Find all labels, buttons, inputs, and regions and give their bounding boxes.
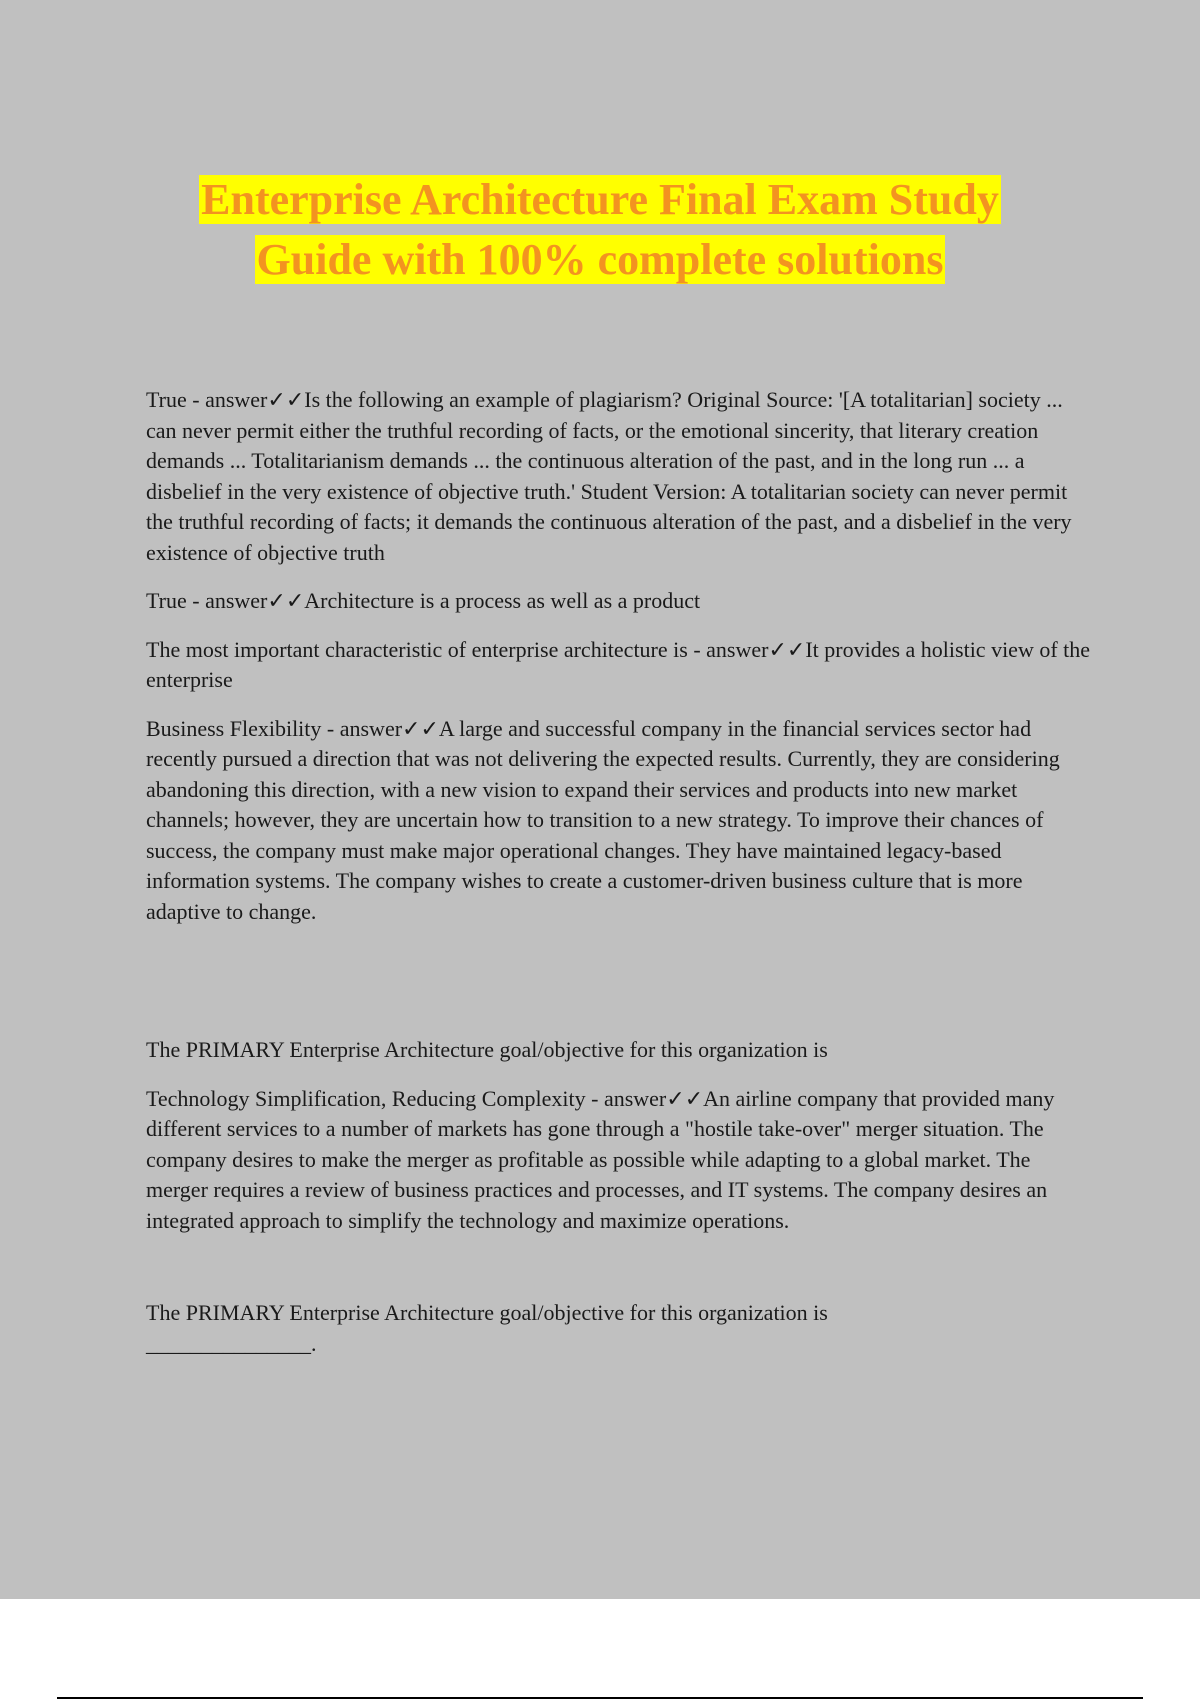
title-line-1 bbox=[0, 170, 1200, 230]
title-line-2 bbox=[0, 230, 1200, 290]
paragraph-gap bbox=[146, 945, 1096, 1035]
paragraph-primary-goal-1: The PRIMARY Enterprise Architecture goal/objective for this organization is bbox=[146, 1037, 828, 1062]
document-title bbox=[0, 170, 1200, 290]
answer-blank: _______________. bbox=[146, 1330, 317, 1356]
title-line-2-text: Guide with 100% complete solutions bbox=[256, 235, 944, 284]
document-body bbox=[146, 385, 1096, 1377]
paragraph-business-flexibility: Business Flexibility - answer✓✓A large and successful company in the financial services sector had recently pursued a direction that was not delivering the expected results. Currently, they are considering abandoning this direction, with a new vision to expand their services and products into new market channels; however, they are uncertain how to transition to a new strategy. To improve their chances of success, the company must make major operational changes. They have maintained legacy-based information systems. The company wishes to create a customer-driven business culture that is more adaptive to change. bbox=[146, 715, 1060, 924]
paragraph-plagiarism: True - answer✓✓Is the following an example of plagiarism? Original Source: '[A totalitarian] society ... can never permit either the truthful recording of facts, or the emotional sincerity, that literary creation demands ... Totalitarianism demands ... the continuous alteration of the past, and in the long run ... a disbelief in the very existence of objective truth.' Student Version: A totalitarian society can never permit the truthful recording of facts; it demands the continuous alteration of the past, and a disbelief in the very existence of objective truth bbox=[146, 387, 1072, 565]
paragraph-gap bbox=[146, 1254, 1096, 1298]
footer-rule bbox=[57, 1697, 1143, 1699]
paragraph-architecture-process: True - answer✓✓Architecture is a process as well as a product bbox=[146, 588, 701, 613]
paragraph-primary-goal-2: The PRIMARY Enterprise Architecture goal/objective for this organization is bbox=[146, 1300, 828, 1325]
paragraph-holistic-view: The most important characteristic of enterprise architecture is - answer✓✓It provides a holistic view of the enterprise bbox=[146, 636, 1091, 692]
paragraph-technology-simplification: Technology Simplification, Reducing Complexity - answer✓✓An airline company that provided many different services to a number of markets has gone through a "hostile take-over" merger situation. The company desires to make the merger as profitable as possible while adapting to a global market. The merger requires a review of business practices and processes, and IT systems. The company desires an integrated approach to simplify the technology and maximize operations. bbox=[146, 1085, 1055, 1233]
title-line-1-text: Enterprise Architecture Final Exam Study bbox=[201, 175, 999, 224]
